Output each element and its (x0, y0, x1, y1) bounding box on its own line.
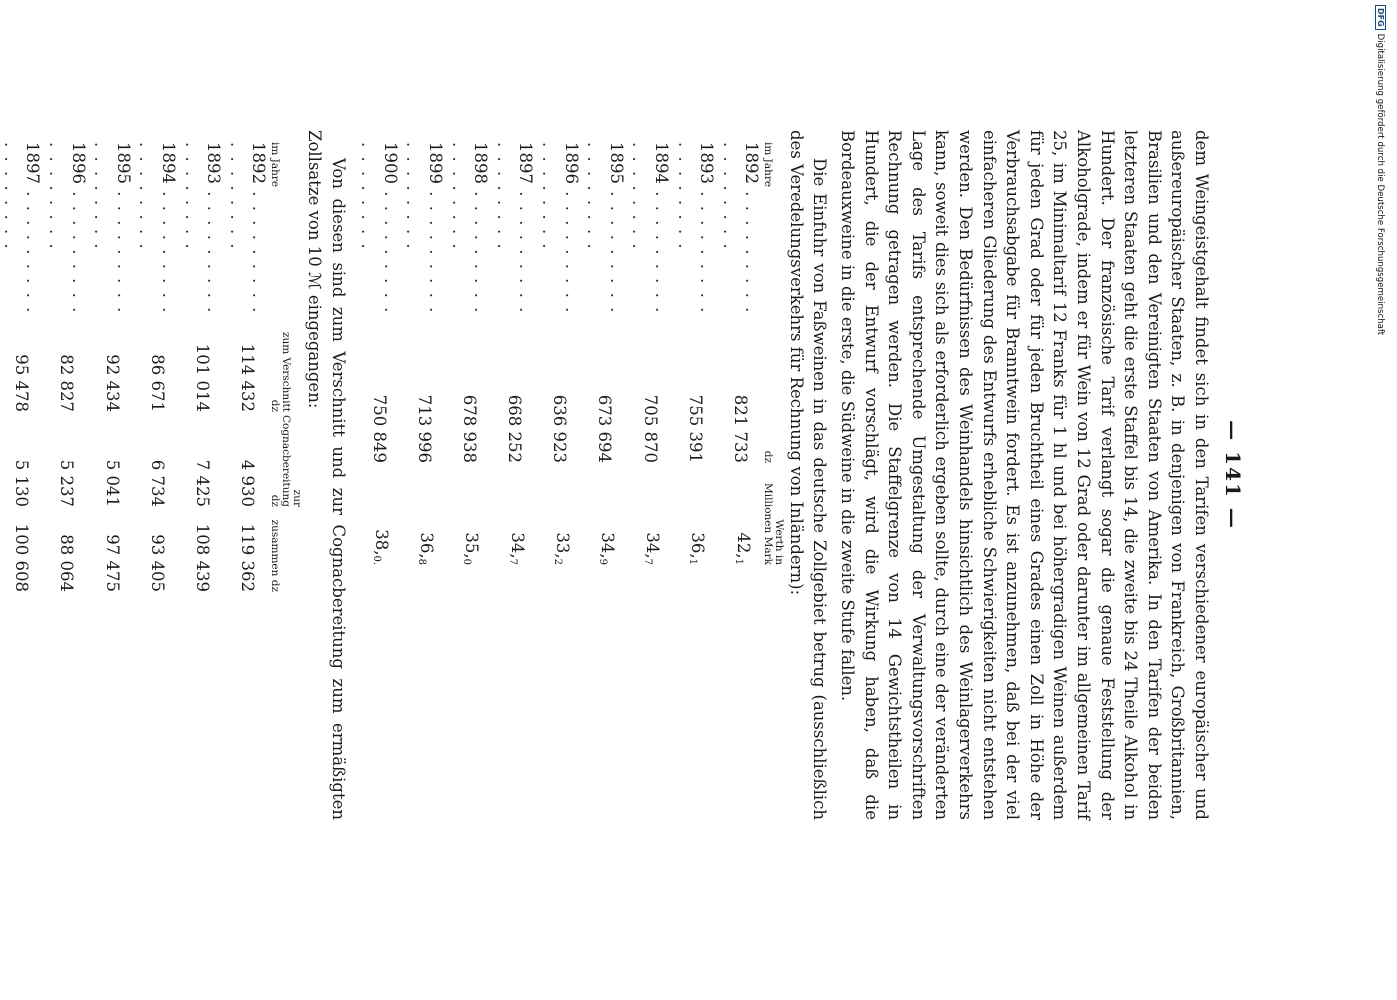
paragraph-verschnitt: Von diesen sind zum Verschnitt und zur Cognacbereitung zum ermäßigten Zollsatze von 10 ℳ eingegangen: (305, 130, 348, 820)
year-cell (134, 130, 179, 317)
year-value: 1897 (516, 142, 536, 184)
verschnitt-cell: 101 014 (192, 343, 212, 412)
year-value: 1898 (471, 142, 491, 184)
table-row (672, 130, 717, 565)
col-header-cognac: zur Cognacbereitung dz (269, 415, 304, 507)
verschnitt-cell: 86 671 (147, 354, 167, 412)
col-header-year: im Jahre (269, 142, 282, 188)
dz-cell: 713 996 (414, 394, 434, 463)
leader-dots: . . . . . . . . . . . . . . . . . (46, 142, 88, 315)
year-value: 1892 (249, 142, 269, 184)
value-cell (356, 463, 401, 565)
total-cell: 119 362 (238, 523, 258, 592)
verschnitt-cell: 114 432 (238, 343, 258, 412)
paragraph-einfuhr: Die Einfuhr von Faßweinen in das deutsche Zollgebiet betrug (ausschließlich des Veredelungsverkehrs für Rechnung von Inländern): (786, 130, 830, 820)
col-header-dz: dz (762, 450, 775, 463)
value-cell (491, 463, 536, 565)
leader-dots: . . . . . . . . . . . . . . . . . (674, 142, 717, 315)
rotated-page (0, 130, 1245, 820)
table-row (134, 130, 179, 592)
year-value: 1895 (606, 142, 626, 184)
year-cell (89, 130, 134, 317)
cognac-cell: 7 425 (192, 459, 212, 507)
value-cell (446, 463, 491, 565)
year-value: 1894 (651, 142, 671, 184)
table-row (44, 130, 89, 592)
value-cell (401, 463, 446, 565)
leader-dots: . . . . . . . . . . . . . . . . . (358, 142, 400, 315)
value-int: 34, (507, 532, 527, 559)
cognac-cell: 6 734 (147, 459, 167, 507)
table-row (224, 130, 269, 592)
import-table-verschnitt (0, 130, 302, 592)
value-decimal: 0. (371, 555, 383, 565)
dz-cell: 678 938 (459, 394, 479, 463)
total-cell: 100 608 (12, 523, 32, 592)
verschnitt-cell: 82 827 (57, 354, 77, 412)
leader-dots: . . . . . . . . . . . . . . . . . (136, 142, 179, 315)
year-cell (0, 130, 44, 317)
total-cell: 108 439 (192, 523, 212, 592)
verschnitt-cell: 95 478 (12, 354, 32, 412)
value-decimal: 9 (596, 558, 608, 565)
year-cell (356, 130, 401, 317)
dz-cell: 750 849 (369, 394, 389, 463)
leader-dots: . . . . . . . . . . . . . . . . . (91, 142, 133, 315)
value-int: 36, (417, 532, 437, 559)
leader-dots: . . . . . . . . . . . . . . . . . (493, 142, 536, 315)
leader-dots: . . . . . . . . . . . . . . . . . (584, 142, 626, 315)
year-cell (179, 130, 224, 317)
year-value: 1896 (68, 142, 88, 184)
year-cell (672, 130, 717, 317)
year-cell (224, 130, 269, 317)
leader-dots: . . . . . . . . . . . . . . . . . (719, 142, 762, 315)
table-row (536, 130, 581, 565)
value-cell (672, 463, 717, 565)
value-decimal: 8 (416, 558, 428, 565)
leader-dots: . . . . . . . . . . . . . . . . . (181, 142, 224, 315)
table-row (0, 130, 44, 592)
dfg-credit-text: Digitalisierung gefördert durch die Deutsche Forschungsgemeinschaft (1375, 33, 1385, 336)
year-value: 1900 (380, 142, 400, 184)
total-cell: 97 475 (102, 534, 122, 592)
year-value: 1893 (697, 142, 717, 184)
cognac-cell: 4 930 (238, 459, 258, 507)
table-row (491, 130, 536, 565)
value-int: 36, (688, 532, 708, 559)
year-value: 1893 (204, 142, 224, 184)
value-decimal: 1 (687, 558, 699, 565)
total-cell: 88 064 (57, 534, 77, 592)
leader-dots: . . . . . . . . . . . . . . . . . (538, 142, 581, 315)
col-header-value: Werth in Millionen Mark (762, 483, 786, 565)
value-cell (582, 463, 627, 565)
total-cell: 93 405 (147, 534, 167, 592)
value-cell (536, 463, 581, 565)
table-row (356, 130, 401, 565)
table-row (89, 130, 134, 592)
value-int: 42, (733, 532, 753, 559)
col-header-verschnitt: zum Verschnitt dz (269, 331, 293, 412)
value-int: 33, (552, 532, 572, 559)
dz-cell: 755 391 (685, 394, 705, 463)
verschnitt-cell: 92 434 (102, 354, 122, 412)
dz-cell: 668 252 (505, 394, 525, 463)
leader-dots: . . . . . . . . . . . . . . . . . (629, 142, 671, 315)
table-row (179, 130, 224, 592)
value-int: 35, (462, 532, 482, 559)
paragraph-weingeist: dem Weingeistgehalt findet sich in den Tarifen verschiedener europäischer und außereuropäischer Staaten, z. B. in denjenigen von Frankreich, Großbritannien, Brasilien und den Vereinigten Staaten von Amerika. In den Tarifen der beiden letzteren Staaten geht die erste Staffel bis 14, die zweite bis 24 Theile Alkohol in Hundert. Der französische Tarif verlangt sogar die genaue Feststellung der Alkoholgrade, indem er für Wein von 12 Grad oder darunter im allgemeinen Tarif 25, im Minimaltarif 12 Franks für 1 hl und bei höhergradigen Weinen außerdem für jeden Grad oder für jeden Bruchtheil eines Grades einen Zoll in Höhe der Verbrauchsabgabe für Branntwein fordert. Es ist anzunehmen, daß bei der viel einfacheren Gliederung des Entwurfs erhebliche Schwierigkeiten nicht entstehen werden. Den Bedürfnissen des Weinhandels hinsichtlich des Weinlagerverkehrs kann, soweit dies sich als erforderlich ergeben sollte, durch eine der veränderten Lage des Tarifs entsprechende Umgestaltung der Verwaltungsvorschriften Rechnung getragen werden. Die Staffelgrenze von 14 Gewichtstheilen in Hundert, die der Entwurf vorschlägt, wird die Wirkung haben, daß die Bordeauxweine in die erste, die Südweine in die zweite Stufe fallen. (838, 130, 1211, 820)
table-row (582, 130, 627, 565)
year-value: 1897 (23, 142, 43, 184)
import-table-fasswein (356, 130, 785, 565)
value-int: 34, (643, 532, 663, 559)
cognac-cell: 5 237 (57, 459, 77, 507)
col-header-total: zusammen dz (269, 519, 282, 592)
dz-cell: 673 694 (595, 394, 615, 463)
year-cell (582, 130, 627, 317)
leader-dots: . . . . . . . . . . . . . . . . . (0, 142, 43, 315)
value-int: 34, (597, 532, 617, 559)
table-row (717, 130, 762, 565)
year-cell (717, 130, 762, 317)
dz-cell: 636 923 (550, 394, 570, 463)
value-decimal: 0 (461, 558, 473, 565)
year-value: 1894 (159, 142, 179, 184)
value-decimal: 7 (506, 558, 518, 565)
value-decimal: 7 (642, 558, 654, 565)
dz-cell: 821 733 (731, 394, 751, 463)
cognac-cell: 5 041 (102, 459, 122, 507)
table-row (446, 130, 491, 565)
dfg-credit (1376, 5, 1386, 445)
year-cell (446, 130, 491, 317)
dz-cell: 705 870 (640, 394, 660, 463)
value-cell (627, 463, 672, 565)
value-cell (717, 463, 762, 565)
value-decimal: 2 (551, 558, 563, 565)
dfg-logo: DFG (1375, 5, 1386, 30)
year-cell (44, 130, 89, 317)
year-cell (536, 130, 581, 317)
leader-dots: . . . . . . . . . . . . . . . . . (226, 142, 269, 315)
col-header-year: im Jahre (762, 142, 775, 188)
page-number-header: — 141 — (1221, 420, 1245, 530)
year-value: 1896 (561, 142, 581, 184)
year-value: 1895 (113, 142, 133, 184)
leader-dots: . . . . . . . . . . . . . . . . . (403, 142, 445, 315)
year-value: 1899 (426, 142, 445, 184)
value-decimal: 1 (732, 558, 744, 565)
leader-dots: . . . . . . . . . . . . . . . . . (448, 142, 491, 315)
table-row (627, 130, 672, 565)
table-row (401, 130, 446, 565)
year-cell (491, 130, 536, 317)
cognac-cell: 5 130 (12, 459, 32, 507)
value-int: 38, (372, 529, 392, 556)
year-cell (401, 130, 446, 317)
year-value: 1892 (742, 142, 762, 184)
year-cell (627, 130, 672, 317)
